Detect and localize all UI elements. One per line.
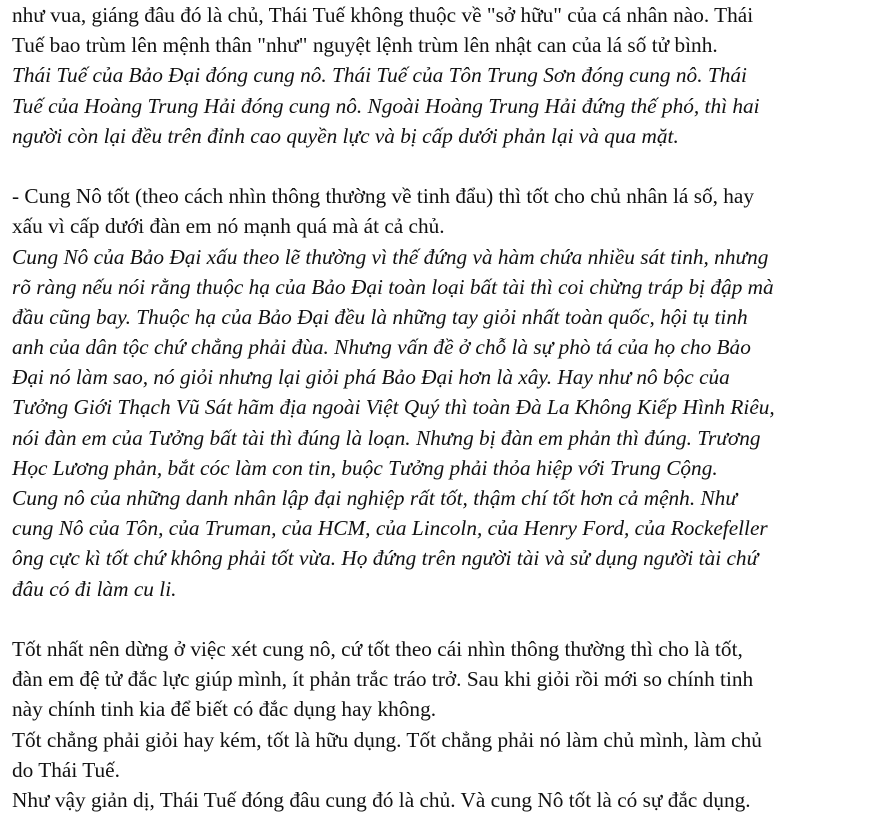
text-line: Tưởng Giới Thạch Vũ Sát hãm địa ngoài Việt Quý thì toàn Đà La Không Kiếp Hình Riêu, bbox=[12, 395, 775, 420]
paragraph-cung-no-examples bbox=[12, 242, 890, 604]
text-line: nói đàn em của Tưởng bất tài thì đúng là loạn. Nhưng bị đàn em phản thì đúng. Trương bbox=[12, 425, 761, 450]
text-line: Tốt chẳng phải giỏi hay kém, tốt là hữu dụng. Tốt chẳng phải nó làm chủ mình, làm chủ bbox=[12, 727, 762, 752]
text-line: rõ ràng nếu nói rằng thuộc hạ của Bảo Đại toàn loại bất tài thì coi chừng tráp bị đập mà bbox=[12, 274, 774, 299]
text-line: Như vậy giản dị, Thái Tuế đóng đâu cung đó là chủ. Và cung Nô tốt là có sự đắc dụng. bbox=[12, 787, 751, 812]
text-line: Tốt nhất nên dừng ở việc xét cung nô, cứ tốt theo cái nhìn thông thường thì cho là tốt, bbox=[12, 636, 743, 661]
text-line: này chính tinh kia để biết có đắc dụng hay không. bbox=[12, 697, 437, 722]
text-line: ông cực kì tốt chứ không phải tốt vừa. Họ đứng trên người tài và sử dụng người tài chứ bbox=[12, 546, 759, 571]
text-line: Tuế của Hoàng Trung Hải đóng cung nô. Ngoài Hoàng Trung Hải đứng thế phó, thì hai bbox=[12, 93, 760, 118]
paragraph-cung-no-rule bbox=[12, 181, 890, 241]
text-line: đàn em đệ tử đắc lực giúp mình, ít phản trắc tráo trở. Sau khi giỏi rồi mới so chính tinh bbox=[12, 667, 754, 692]
text-line: Cung Nô của Bảo Đại xấu theo lẽ thường vì thế đứng và hàm chứa nhiều sát tinh, nhưng bbox=[12, 244, 769, 269]
text-line: Học Lương phản, bắt cóc làm con tin, buộc Tưởng phải thỏa hiệp với Trung Cộng. bbox=[12, 455, 718, 480]
paragraph-thai-tue-examples bbox=[12, 60, 890, 151]
text-line: anh của dân tộc chứ chẳng phải đùa. Nhưng vấn đề ở chỗ là sự phò tá của họ cho Bảo bbox=[12, 335, 751, 360]
text-line: Cung nô của những danh nhân lập đại nghiệp rất tốt, thậm chí tốt hơn cả mệnh. Như bbox=[12, 486, 737, 510]
text-line: người còn lại đều trên đỉnh cao quyền lực và bị cấp dưới phản lại và qua mặt. bbox=[12, 123, 679, 148]
document-page bbox=[12, 0, 890, 815]
text-line: như vua, giáng đâu đó là chủ, Thái Tuế không thuộc về "sở hữu" của cá nhân nào. Thái bbox=[12, 3, 754, 27]
paragraph-thai-tue-intro bbox=[12, 0, 890, 60]
text-line: Đại nó làm sao, nó giỏi nhưng lại giỏi phá Bảo Đại hơn là xây. Hay như nô bộc của bbox=[12, 365, 730, 390]
text-line: cung Nô của Tôn, của Truman, của HCM, của Lincoln, của Henry Ford, của Rockefeller bbox=[12, 516, 768, 541]
blank-line bbox=[12, 151, 890, 181]
text-line: - Cung Nô tốt (theo cách nhìn thông thường về tinh đẩu) thì tốt cho chủ nhân lá số, hay bbox=[12, 184, 755, 209]
text-line: xấu vì cấp dưới đàn em nó mạnh quá mà át cả chủ. bbox=[12, 214, 445, 239]
paragraph-conclusion bbox=[12, 634, 890, 815]
blank-line bbox=[12, 604, 890, 634]
text-line: đâu có đi làm cu li. bbox=[12, 576, 177, 601]
text-line: do Thái Tuế. bbox=[12, 757, 120, 782]
text-line: đầu cũng bay. Thuộc hạ của Bảo Đại đều là những tay giỏi nhất toàn quốc, hội tụ tinh bbox=[12, 304, 748, 329]
text-line: Tuế bao trùm lên mệnh thân "như" nguyệt lệnh trùm lên nhật can của lá số tử bình. bbox=[12, 33, 718, 58]
text-line: Thái Tuế của Bảo Đại đóng cung nô. Thái Tuế của Tôn Trung Sơn đóng cung nô. Thái bbox=[12, 63, 747, 88]
